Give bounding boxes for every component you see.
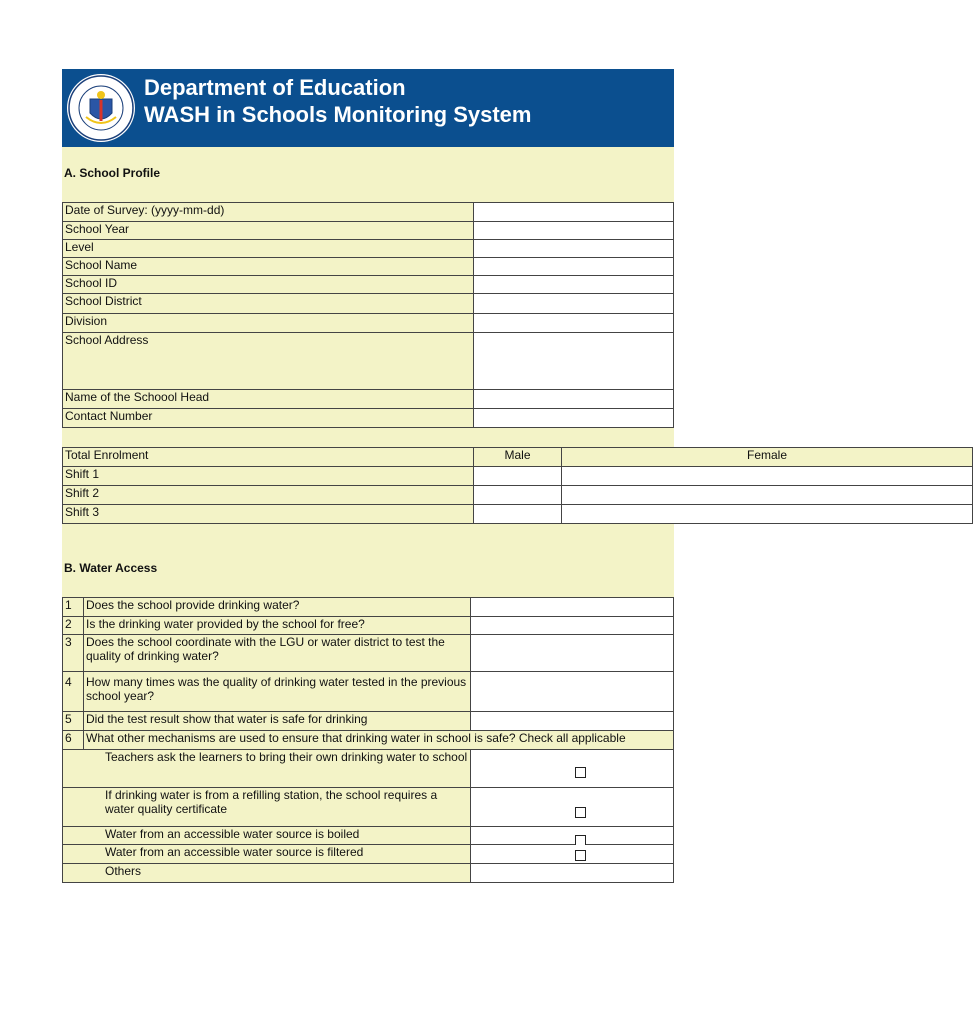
table-row [63,240,674,258]
school-address-input[interactable] [474,333,674,390]
header-banner [62,69,674,147]
title-line-2: WASH in Schools Monitoring System [144,102,532,127]
shift-2-male-input[interactable] [474,486,562,505]
shift-label: Shift 3 [63,505,474,524]
enrolment-header: Total Enrolment [63,448,474,467]
table-row [63,598,674,617]
question-number: 4 [63,672,84,712]
q1-answer-input[interactable] [471,598,674,617]
option-cell [471,788,674,827]
option-label: Water from an accessible water source is boiled [63,827,471,845]
section-b-band [62,524,674,597]
q5-answer-input[interactable] [471,712,674,731]
school-district-input[interactable] [474,294,674,314]
field-label: School Name [63,258,474,276]
shift-label: Shift 1 [63,467,474,486]
field-label: School Address [63,333,474,390]
question-number: 3 [63,635,84,672]
shift-1-male-input[interactable] [474,467,562,486]
field-label: School District [63,294,474,314]
table-row [63,635,674,672]
level-input[interactable] [474,240,674,258]
table-row [63,467,973,486]
female-header: Female [562,448,973,467]
table-row [63,505,973,524]
contact-number-input[interactable] [474,409,674,428]
option-label: If drinking water is from a refilling station, the school requires a water quality certificate [63,788,471,827]
table-row [63,864,674,883]
table-row [63,276,674,294]
section-a-title: A. School Profile [64,166,161,180]
table-row [63,827,674,845]
school-year-input[interactable] [474,222,674,240]
date-of-survey-input[interactable] [474,203,674,222]
table-row [63,788,674,827]
q4-answer-input[interactable] [471,672,674,712]
question-number: 1 [63,598,84,617]
option-cell [471,845,674,864]
table-row [63,486,973,505]
question-number: 2 [63,617,84,635]
field-label: Division [63,314,474,333]
q2-answer-input[interactable] [471,617,674,635]
field-label: Contact Number [63,409,474,428]
question-text: What other mechanisms are used to ensure that drinking water in school is safe? Check all applicable [84,731,674,750]
option-label: Teachers ask the learners to bring their own drinking water to school [63,750,471,788]
title-line-1: Department of Education [144,75,406,100]
section-b-title: B. Water Access [64,561,158,575]
field-label: Name of the Schoool Head [63,390,474,409]
table-row [63,258,674,276]
shift-3-male-input[interactable] [474,505,562,524]
school-name-input[interactable] [474,258,674,276]
question-text: Does the school provide drinking water? [84,598,471,617]
q3-answer-input[interactable] [471,635,674,672]
table-row [63,222,674,240]
school-head-input[interactable] [474,390,674,409]
checkbox-water-filtered[interactable] [575,850,586,861]
option-cell [471,827,674,845]
survey-sheet [62,69,787,883]
checkbox-refilling-certificate[interactable] [575,807,586,818]
shift-1-female-input[interactable] [562,467,973,486]
table-row [63,409,674,428]
table-row [63,712,674,731]
table-row [63,672,674,712]
table-row [63,294,674,314]
section-a-band [62,147,674,202]
table-row [63,390,674,409]
question-text: Did the test result show that water is safe for drinking [84,712,471,731]
spacer-band [62,428,674,447]
option-label: Others [63,864,471,883]
table-row [63,314,674,333]
question-text: Is the drinking water provided by the school for free? [84,617,471,635]
shift-3-female-input[interactable] [562,505,973,524]
table-row [63,731,674,750]
table-row [63,845,674,864]
deped-seal-logo [66,73,136,143]
water-access-table [62,597,674,883]
school-profile-table [62,202,674,428]
question-number: 6 [63,731,84,750]
page-title [144,74,531,128]
option-label: Water from an accessible water source is filtered [63,845,471,864]
shift-2-female-input[interactable] [562,486,973,505]
option-cell [471,750,674,788]
school-id-input[interactable] [474,276,674,294]
shift-label: Shift 2 [63,486,474,505]
table-row [63,448,973,467]
enrolment-table [62,447,973,524]
field-label: School ID [63,276,474,294]
question-text: Does the school coordinate with the LGU or water district to test the quality of drinking water? [84,635,471,672]
table-row [63,750,674,788]
checkbox-bring-own-water[interactable] [575,767,586,778]
table-row [63,203,674,222]
table-row [63,617,674,635]
question-number: 5 [63,712,84,731]
male-header: Male [474,448,562,467]
table-row [63,333,674,390]
division-input[interactable] [474,314,674,333]
question-text: How many times was the quality of drinking water tested in the previous school year? [84,672,471,712]
field-label: Level [63,240,474,258]
field-label: Date of Survey: (yyyy-mm-dd) [63,203,474,222]
field-label: School Year [63,222,474,240]
others-input[interactable] [471,864,674,883]
